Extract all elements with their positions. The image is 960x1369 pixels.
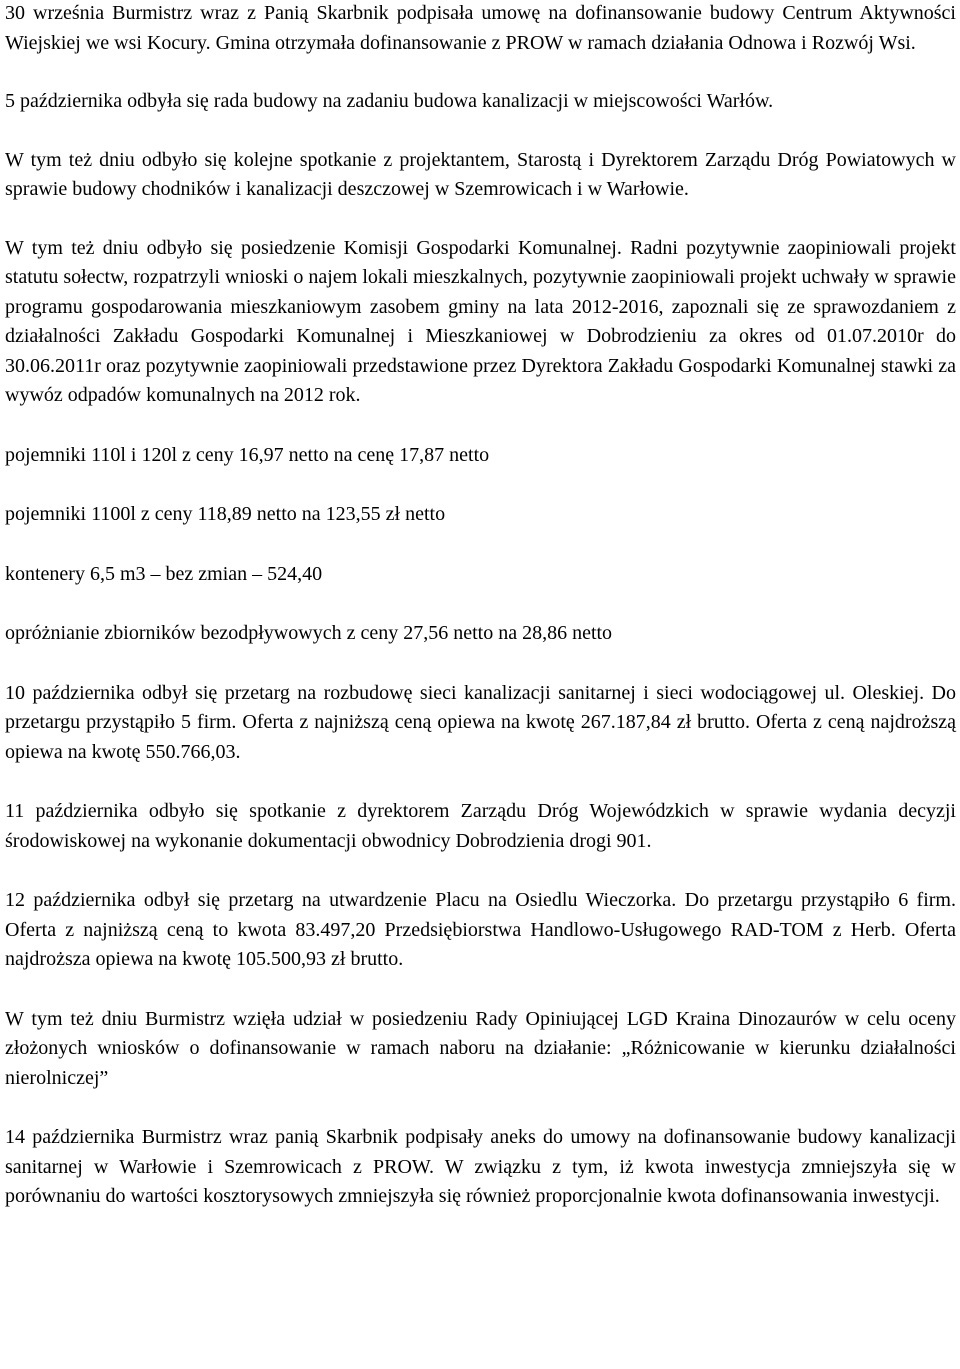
paragraph-aneks-umowy: 14 października Burmistrz wraz panią Skarbnik podpisały aneks do umowy na dofinansowanie budowy kanalizacji sanitarnej w Warłowie i Szemrowicach z PROW. W związku z tym, iż kwota inwestycja zmniejszyła się w porównaniu do wartości kosztorysowych zmniejszyła się również proporcjonalnie kwota dofinansowania inwestycji. bbox=[5, 1126, 956, 1207]
paragraph-centrum-aktywnosci: 30 września Burmistrz wraz z Panią Skarbnik podpisała umowę na dofinansowanie budowy Centrum Aktywności Wiejskiej we wsi Kocury. Gmina otrzymała dofinansowanie z PROW w ramach działania Odnowa i Rozwój Wsi. bbox=[5, 2, 956, 54]
paragraph-rada-budowy: 5 października odbyła się rada budowy na zadaniu budowa kanalizacji w miejscowości Warłów. bbox=[5, 90, 774, 112]
price-item-pojemniki-1100l: pojemniki 1100l z ceny 118,89 netto na 123,55 zł netto bbox=[5, 503, 446, 525]
paragraph-spotkanie-projektant: W tym też dniu odbyło się kolejne spotkanie z projektantem, Starostą i Dyrektorem Zarządu Dróg Powiatowych w sprawie budowy chodników i kanalizacji deszczowej w Szemrowicach i w Warłowie. bbox=[5, 148, 956, 200]
price-item-oproznianie: opróżnianie zbiorników bezodpływowych z ceny 27,56 netto na 28,86 netto bbox=[5, 622, 613, 644]
paragraph-przetarg-kanalizacja: 10 października odbył się przetarg na rozbudowę sieci kanalizacji sanitarnej i sieci wodociągowej ul. Oleskiej. Do przetargu przystąpiło 5 firm. Oferta z najniższą ceną opiewa na kwotę 267.187,84 zł brutto. Oferta z ceną najdroższą opiewa na kwotę 550.766,03. bbox=[5, 681, 956, 763]
paragraph-lgd-kraina-dinozaurow: W tym też dniu Burmistrz wzięła udział w posiedzeniu Rady Opiniującej LGD Kraina Dinozaurów w celu oceny złożonych wniosków o dofinansowanie w ramach naboru na działanie: „Różnicowanie w kierunku działalności nierolniczej” bbox=[5, 1007, 956, 1089]
price-item-kontenery: kontenery 6,5 m3 – bez zmian – 524,40 bbox=[5, 562, 323, 585]
price-item-pojemniki-110l: pojemniki 110l i 120l z ceny 16,97 netto na cenę 17,87 netto bbox=[5, 443, 490, 466]
paragraph-komisja-gospodarki: W tym też dniu odbyło się posiedzenie Komisji Gospodarki Komunalnej. Radni pozytywnie zaopiniowali projekt statutu sołectw, rozpatrzyli wnioski o najem lokali mieszkalnych, pozytywnie zaopiniowali projekt uchwały w sprawie programu gospodarowania mieszkaniowym zasobem gminy na lata 2012-2016, zapoznali się ze sprawozdaniem z działalności Zakładu Gospodarki Komunalnej i Mieszkaniowej w Dobrodzieniu za okres od 01.07.2010r do 30.06.2011r oraz pozytywnie zaopiniowali przedstawione przez Dyrektora Zakładu Gospodarki Komunalnej stawki za wywóz odpadów komunalnych na 2012 rok. bbox=[5, 236, 956, 406]
paragraph-przetarg-plac: 12 października odbył się przetarg na utwardzenie Placu na Osiedlu Wieczorka. Do przetargu przystąpiło 6 firm. Oferta z najniższą ceną to kwota 83.497,20 Przedsiębiorstwa Handlowo-Usługowego RAD-TOM z Herb. Oferta najdroższa opiewa na kwotę 105.500,93 zł brutto. bbox=[5, 889, 956, 970]
paragraph-spotkanie-zdw: 11 października odbyło się spotkanie z dyrektorem Zarządu Dróg Wojewódzkich w sprawie wydania decyzji środowiskowej na wykonanie dokumentacji obwodnicy Dobrodzienia drogi 901. bbox=[5, 800, 956, 852]
